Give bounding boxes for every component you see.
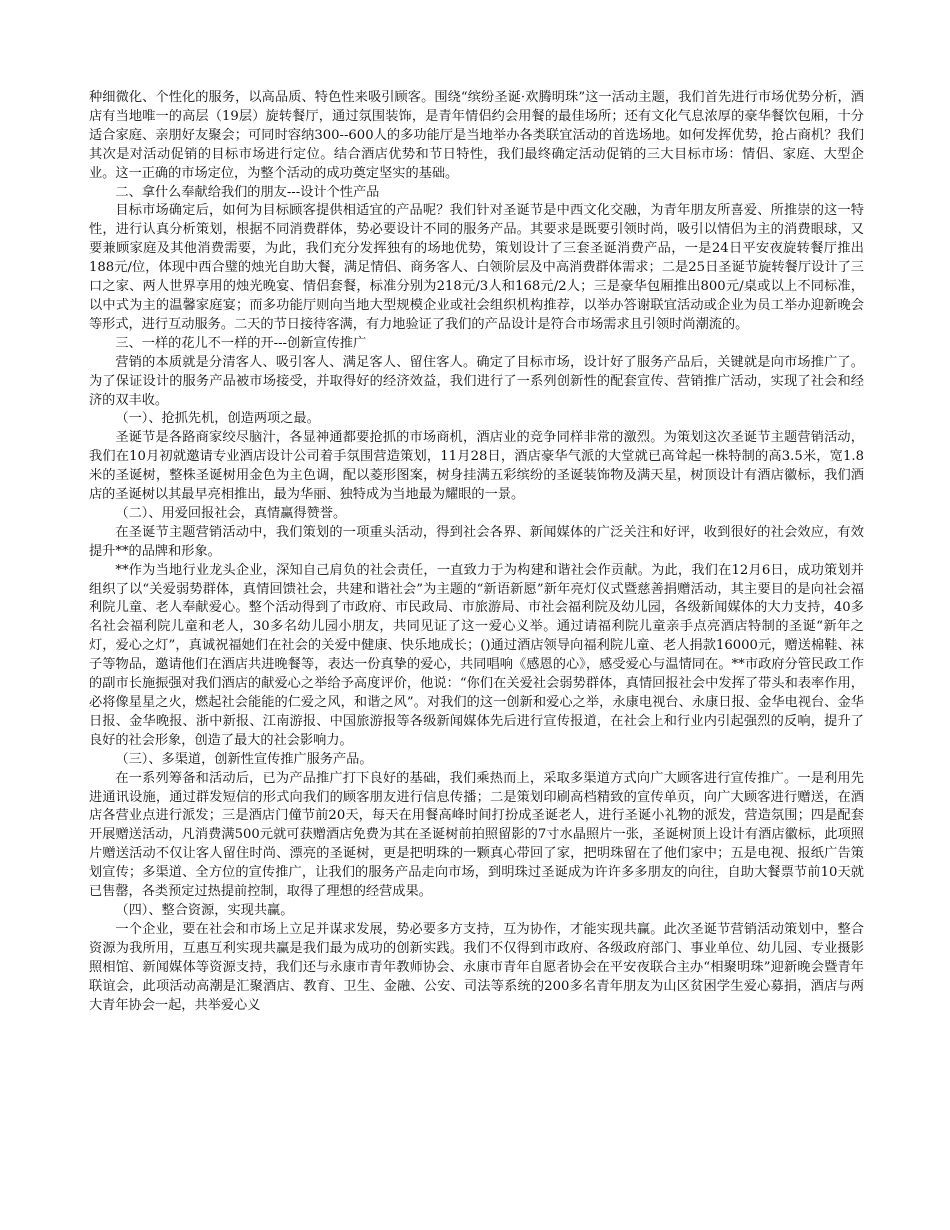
paragraph-multichannel: 在一系列筹备和活动后，已为产品推广打下良好的基础，我们乘热而上，采取多渠道方式向广大顾客进行宣传推广。一是利用先进通讯设施，通过群发短信的形式向我们的顾客朋友进行信息传播；二是策划印刷高档精致的宣传单页，向广大顾客进行赠送，在酒店各营业点进行派发；三是酒店门僮节前20天，每天在用餐高峰时间打扮成圣诞老人，进行圣诞小礼物的派发，营造氛围；四是配套开展赠送活动，凡消费满500元就可获赠酒店免费为其在圣诞树前拍照留影的7寸水晶照片一张，圣诞树顶上设计有酒店徽标，此项照片赠送活动不仅让客人留住时尚、漂亮的圣诞树，更是把明珠的一颗真心带回了家，把明珠留在了他们家中；五是电视、报纸广告策划宣传；多渠道、全方位的宣传推广，让我们的服务产品走向市场，到明珠过圣诞成为许许多多朋友的向往，自助大餐票节前10天就已售罄，各类预定过热提前控制，取得了理想的经营成果。: [89, 770, 864, 900]
paragraph-marketing-essence: 营销的本质就是分清客人、吸引客人、满足客人、留住客人。确定了目标市场，设计好了服务产品后，关键就是向市场推广了。为了保证设计的服务产品被市场接受，并取得好的经济效益，我们进行了一系列创新性的配套宣传、营销推广活动，实现了社会和经济的双丰收。: [89, 354, 864, 408]
section-heading-product-design: 二、拿什么奉献给我们的朋友---设计个性产品: [115, 184, 380, 200]
paragraph-key-activity: 在圣诞节主题营销活动中，我们策划的一项重头活动，得到社会各界、新闻媒体的广泛关注和好评，收到很好的社会效应，有效提升**的品牌和形象。: [89, 524, 864, 559]
section-heading-promotion: 三、一样的花儿不一样的开---创新宣传推广: [115, 335, 367, 351]
paragraph-charity-event: **作为当地行业龙头企业，深知自己肩负的社会责任，一直致力于为构建和谐社会作贡献。为此，我们在12月6日，成功策划并组织了以“关爱弱势群体，真情回馈社会，共建和谐社会”为主题的“新语新愿”新年亮灯仪式暨慈善捐赠活动，其主要目的是向社会福利院儿童、老人奉献爱心。整个活动得到了市政府、市民政局、市旅游局、市社会福利院及幼儿园，各级新闻媒体的大力支持，40多名社会福利院儿童和老人，30多名幼儿园小朋友，共同见证了这一爱心义举。通过请福利院儿童亲手点亮酒店特制的圣诞“新年之灯，爱心之灯”，真诚祝福她们在社会的关爱中健康、快乐地成长；()通过酒店领导向福利院儿童、老人捐款16000元，赠送棉鞋、袜子等物品，邀请他们在酒店共进晚餐等，表达一份真挚的爱心，共同唱响《感恩的心》，感受爱心与温情同在。**市政府分管民政工作的副市长施振强对我们酒店的献爱心之举给予高度评价，他说：“你们在关爱社会弱势群体，真情回报社会中发挥了带头和表率作用，必将像星星之火，燃起社会能能的仁爱之风，和谐之风”。对我们的这一创新和爱心之举，永康电视台、永康日报、金华电视台、金华日报、金华晚报、浙中新报、江南游报、中国旅游报等各级新闻媒体先后进行宣传报道，在社会上和行业内引起强烈的反响，提升了良好的社会形象，创造了最大的社会影响力。: [89, 562, 864, 748]
subheading-give-back: （二）、用爱回报社会，真情赢得赞誉。: [115, 505, 347, 521]
subheading-resource-integration: （四）、整合资源，实现共赢。: [115, 902, 294, 918]
paragraph-market-analysis: 种细微化、个性化的服务，以高品质、特色性来吸引顾客。围绕“缤纷圣诞·欢腾明珠”这一活动主题，我们首先进行市场优势分析，酒店有当地唯一的高层（19层）旋转餐厅，通过氛围装饰，是青年情侣约会用餐的最佳场所；还有文化气息浓厚的豪华餐饮包厢，十分适合家庭、亲朋好友聚会；可同时容纳300--600人的多功能厅是当地举办各类联宜活动的首选场地。如何发挥优势，抢占商机？我们其次是对活动促销的目标市场进行定位。结合酒店优势和节日特性，我们最终确定活动促销的三大目标市场：情侣、家庭、大型企业。这一正确的市场定位，为整个活动的成功奠定坚实的基础。: [89, 90, 864, 181]
subheading-seize-opportunity: （一）、抢抓先机，创造两项之最。: [115, 411, 320, 427]
paragraph-product-design: 目标市场确定后，如何为目标顾客提供相适宜的产品呢？我们针对圣诞节是中西文化交融，为青年朋友所喜爱、所推崇的这一特性，进行认真分析策划，根据不同消费群体，势必要设计不同的服务产品。其要求是既要引领时尚，吸引以情侣为主的消费眼球，又要兼顾家庭及其他消费需要，为此，我们充分发挥独有的场地优势，策划设计了三套圣诞消费产品，一是24日平安夜旋转餐厅推出188元/位，体现中西合璧的烛光自助大餐，满足情侣、商务客人、白领阶层及中高消费群体需求；二是25日圣诞节旋转餐厅设计了三口之家、两人世界享用的烛光晚宴、情侣套餐，标准分别为218元/3人和168元/2人；三是豪华包厢推出800元/桌或以上不同标准，以中式为主的温馨家庭宴；而多功能厅则向当地大型规模企业或社会组织机构推荐，以举办答谢联宜活动或企业为员工举办迎新晚会等形式，进行互动服务。二天的节日接待客满，有力地验证了我们的产品设计是符合市场需求且引领时尚潮流的。: [89, 203, 864, 332]
subheading-multichannel: （三）、多渠道，创新性宣传推广服务产品。: [115, 751, 373, 767]
paragraph-resource-integration: 一个企业，要在社会和市场上立足并谋求发展，势必要多方支持，互为协作，才能实现共赢。此次圣诞节营销活动策划中，整合资源为我所用，互惠互利实现共赢是我们最为成功的创新实践。我们不仅得到市政府、各级政府部门、事业单位、幼儿园、专业摄影照相馆、新闻媒体等资源支持，我们还与永康市青年教师协会、永康市青年自愿者协会在平安夜联合主办“相聚明珠”迎新晚会暨青年联谊会，此项活动高潮是汇聚酒店、教育、卫生、金融、公安、司法等系统的200多名青年朋友为山区贫困学生爱心募捐，酒店与两大青年协会一起，共举爱心义: [89, 921, 864, 1013]
paragraph-christmas-tree: 圣诞节是各路商家绞尽脑汁，各显神通都要抢抓的市场商机，酒店业的竞争同样非常的激烈。为策划这次圣诞节主题营销活动，我们在10月初就邀请专业酒店设计公司着手氛围营造策划，11月28日，酒店豪华气派的大堂就已高耸起一株特制的高3.5米，宽1.8米的圣诞树，整株圣诞树用金色为主色调，配以菱形图案，树身挂满五彩缤纷的圣诞装饰物及满天星，树顶设计有酒店徽标，我们酒店的圣诞树以其最早亮相推出，最为华丽、独特成为当地最为耀眼的一景。: [89, 430, 864, 503]
